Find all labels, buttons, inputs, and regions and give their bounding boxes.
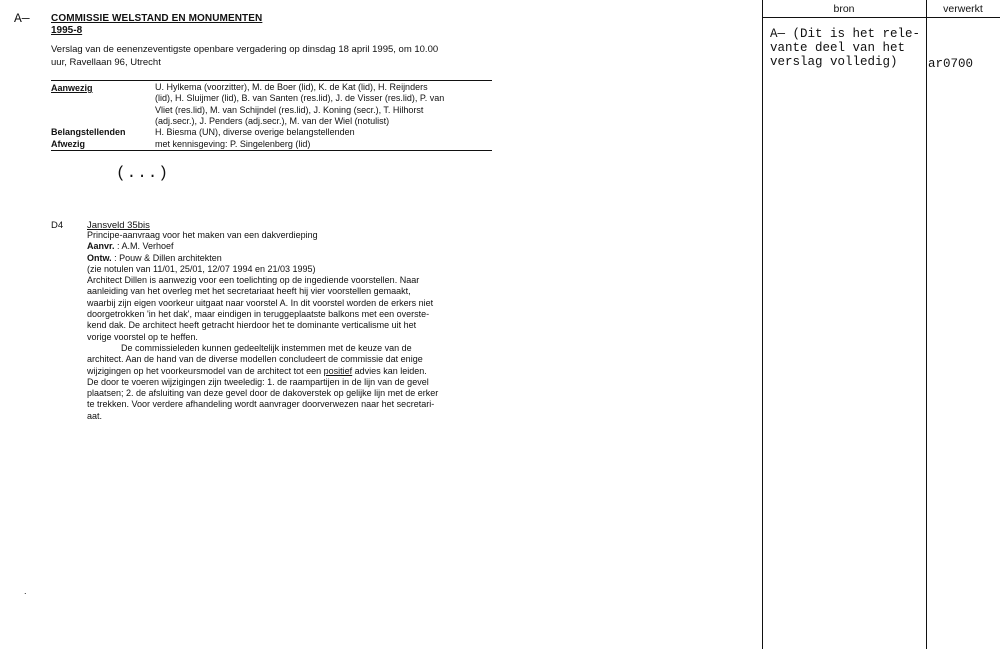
meeting-description [51,44,491,69]
margin-marker: A— [14,11,30,26]
column-header-bron: bron [833,3,855,15]
report-number: 1995-8 [51,25,83,36]
omission-mark: (...) [116,164,170,182]
item-applicant [87,241,438,252]
para2-line: te trekken. Voor verdere afhandeling wordt aanvrager doorverwezen naar het secretari- [87,399,435,410]
item-body [87,230,438,422]
present-line: (adj.secr.), J. Penders (adj.secr.), M. van der Wiel (notulist) [155,115,390,126]
para1-line: Architect Dillen is aanwezig voor een toelichting op de ingediende voorstellen. Naar [87,275,420,286]
para1-line: aanleiding van het overleg met het secretariaat heeft hij vier voorstellen gemaakt, [87,286,411,297]
table-column-divider [926,0,927,649]
present-line: Vliet (res.lid), M. van Schijndel (res.lid), J. Koning (secr.), T. Hilhorst [155,104,424,115]
present-line: U. Hylkema (voorzitter), M. de Boer (lid), K. de Kat (lid), H. Reijnders [155,82,428,92]
present-list [155,82,495,127]
para2-line: aat. [87,410,103,421]
absent-value: met kennisgeving: P. Singelenberg (lid) [155,139,311,149]
para2-line [87,366,438,377]
verwerkt-value: ar0700 [928,57,974,71]
absent-label: Afwezig [51,139,86,149]
present-label: Aanwezig [51,83,93,93]
underlined-word: positief [323,365,353,376]
stakeholders-value: H. Biesma (UN), diverse overige belangstellenden [155,127,355,137]
para2-text: advies kan leiden. [352,365,427,376]
bron-line: A— (Dit is het rele- [770,27,921,41]
para2-line: De door te voeren wijzigingen zijn tweeledig: 1. de raampartijen in de lijn van de gevel [87,376,429,387]
designer-label: Ontw. [87,252,112,263]
para2-line: De commissieleden kunnen gedeeltelijk instemmen met de keuze van de [121,342,412,353]
committee-title: COMMISSIE WELSTAND EN MONUMENTEN [51,13,263,24]
applicant-value: : A.M. Verhoef [114,241,174,252]
item-designer [87,253,438,264]
para1-line: kend dak. De architect heeft getracht hierdoor het te dominante verticalisme uit het [87,320,417,331]
stray-mark: . [24,586,27,596]
present-line: (lid), H. Sluijmer (lid), B. van Santen (res.lid), J. de Visser (res.lid), P. van [155,93,445,104]
para2-line: architect. Aan de hand van de diverse modellen concludeert de commissie dat enige [87,354,423,365]
attendance-top-rule [51,80,492,81]
para2-line: plaatsen; 2. de afsluiting van deze gevel door de dakoverstek op gelijke lijn met de erker [87,388,439,399]
meeting-line: Verslag van de eenenzeventigste openbare vergadering op dinsdag 18 april 1995, om 10.00 [51,44,439,55]
table-left-border [762,0,763,649]
table-header-rule [762,17,1000,18]
item-code: D4 [51,220,64,231]
para2-text: wijzigingen op het voorkeursmodel van de architect tot een [87,365,324,376]
column-header-verwerkt: verwerkt [943,3,983,15]
meeting-line: uur, Ravellaan 96, Utrecht [51,56,161,68]
applicant-label: Aanvr. [87,241,115,252]
item-title: Jansveld 35bis [87,220,150,231]
para1-line: vorige voorstel op te heffen. [87,331,198,342]
bron-line: vante deel van het [770,41,906,55]
bron-line: verslag volledig) [770,55,898,69]
para1-line: doorgetrokken 'in het dak', maar eindigen in teruggeplaatste balkons met een overste- [87,309,430,320]
designer-value: : Pouw & Dillen architekten [111,252,222,263]
stakeholders-label: Belangstellenden [51,127,126,137]
item-notes-ref: (zie notulen van 11/01, 25/01, 12/07 1994 en 21/03 1995) [87,263,316,274]
item-subtitle: Principe-aanvraag voor het maken van een dakverdieping [87,230,318,240]
para1-line: waarbij zijn eigen voorkeur uitgaat naar voorstel A. In dit voorstel worden de erkers niet [87,297,434,308]
bron-note [770,27,920,69]
attendance-bottom-rule [51,150,492,151]
